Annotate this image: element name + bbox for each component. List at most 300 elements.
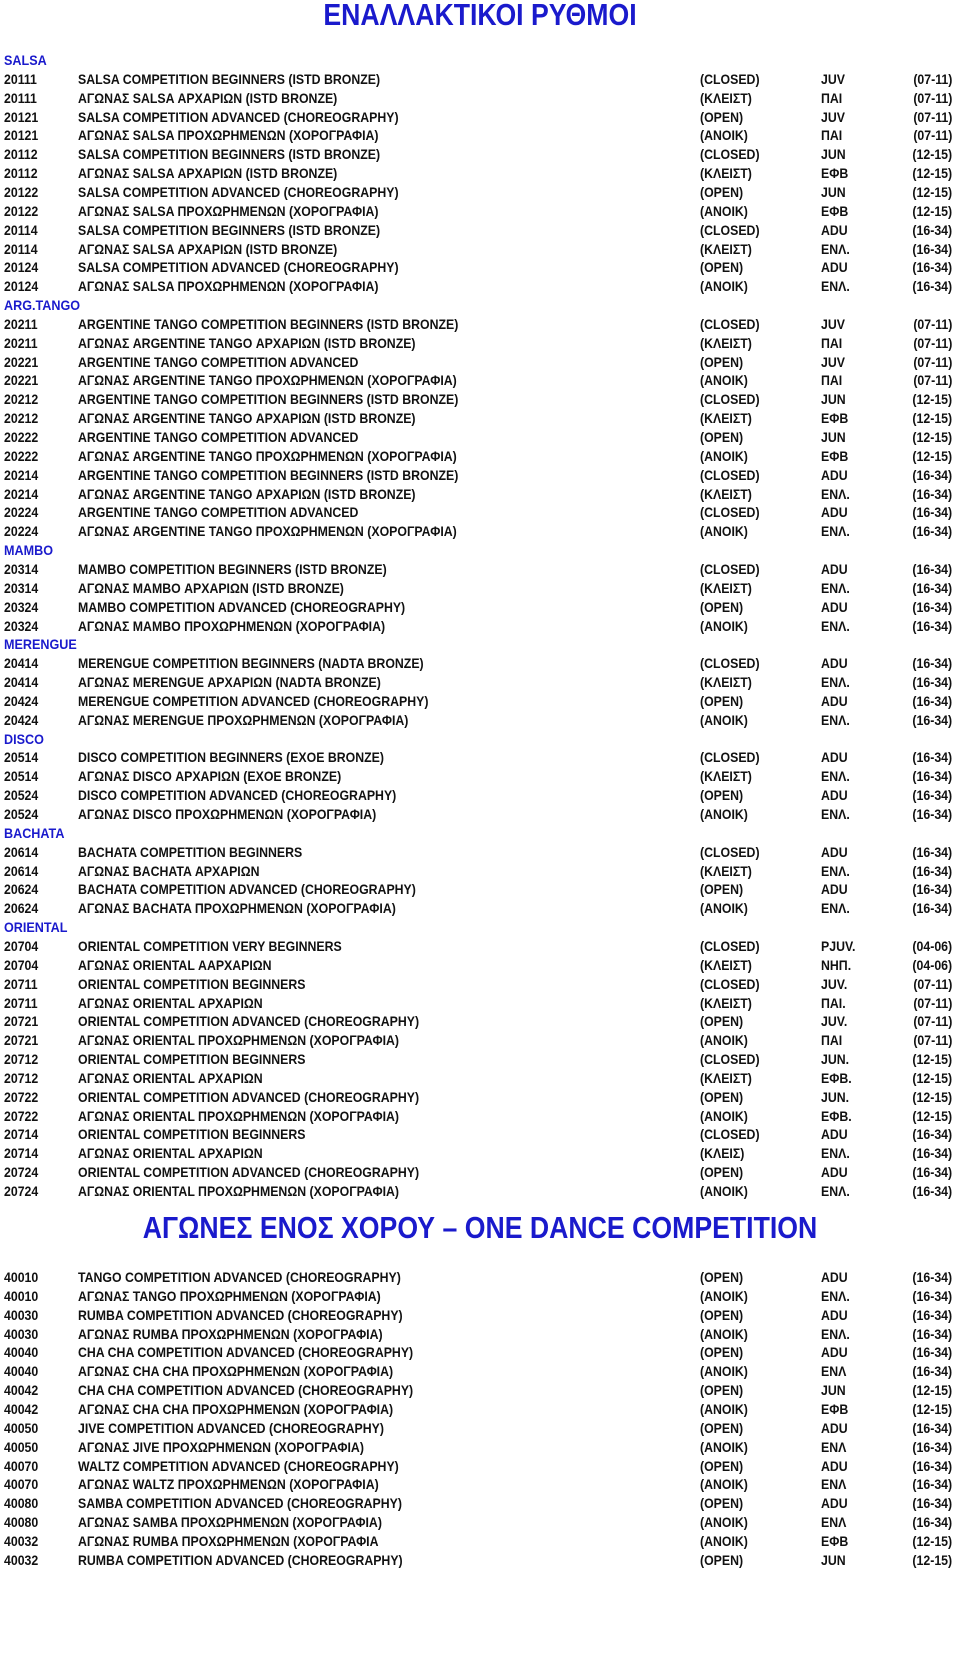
event-code: 20414 <box>4 674 39 691</box>
table-row <box>0 126 960 146</box>
age-range: (07-11) <box>912 994 952 1011</box>
entry-type: (ΚΛΕΙΣΤ) <box>700 579 752 596</box>
age-range: (16-34) <box>912 768 952 785</box>
entry-type: (CLOSED) <box>700 843 760 860</box>
event-description: ORIENTAL COMPETITION BEGINNERS <box>78 1126 306 1143</box>
event-code: 20722 <box>4 1088 39 1105</box>
event-code: 40030 <box>4 1306 39 1323</box>
entry-type: (ΑΝΟΙΚ) <box>700 1183 748 1199</box>
age-range: (12-15) <box>912 1532 952 1549</box>
event-code: 20722 <box>4 1107 39 1124</box>
age-range: (07-11) <box>912 975 952 992</box>
event-description: SALSA COMPETITION ADVANCED (CHOREOGRAPHY) <box>78 108 399 125</box>
entry-type: (OPEN) <box>700 1551 744 1568</box>
age-category: ADU <box>821 221 848 238</box>
event-description: SALSA COMPETITION ADVANCED (CHOREOGRAPHY) <box>78 259 399 276</box>
age-range: (12-15) <box>912 1088 952 1105</box>
age-category: ΕΝΛ. <box>821 1325 850 1342</box>
age-category: JUN <box>821 429 846 445</box>
age-category: ΕΝΛ <box>821 1363 847 1380</box>
event-code: 20704 <box>4 956 39 973</box>
event-description: CHA CHA COMPETITION ADVANCED (CHOREOGRAPHY) <box>78 1382 414 1399</box>
age-range: (04-06) <box>912 937 952 954</box>
entry-type: (ΑΝΟΙΚ) <box>700 806 748 822</box>
entry-type: (ΚΛΕΙΣΤ) <box>700 994 752 1011</box>
entry-type: (OPEN) <box>700 881 744 898</box>
event-description: ΑΓΩΝΑΣ ARGENTINE TANGO ΑΡΧΑΡΙΩΝ (ISTD BRONZE) <box>78 485 416 502</box>
event-code: 20624 <box>4 881 39 898</box>
age-category: JUN <box>821 146 846 163</box>
event-code: 40070 <box>4 1457 39 1474</box>
table-row <box>0 692 960 712</box>
age-category: JUN <box>821 1551 846 1568</box>
age-range: (16-34) <box>912 1183 952 1199</box>
age-category: ΕΦΒ <box>821 1400 849 1417</box>
event-code: 20514 <box>4 768 39 785</box>
event-code: 20222 <box>4 429 39 445</box>
event-description: ΑΓΩΝΑΣ MERENGUE ΑΡΧΑΡΙΩΝ (NADTA BRONZE) <box>78 674 381 691</box>
table-row <box>0 1125 960 1145</box>
event-description: SALSA COMPETITION ADVANCED (CHOREOGRAPHY) <box>78 183 399 200</box>
event-code: 20324 <box>4 617 39 634</box>
age-category: ΕΝΛ. <box>821 806 850 822</box>
age-range: (07-11) <box>912 89 952 106</box>
table-row <box>0 654 960 674</box>
event-code: 20524 <box>4 806 39 822</box>
event-description: ΑΓΩΝΑΣ SALSA ΠΡΟΧΩΡΗΜΕΝΩΝ (ΧΟΡΟΓΡΑΦΙΑ) <box>78 278 379 295</box>
event-code: 20211 <box>4 334 38 351</box>
age-category: ADU <box>821 1344 848 1361</box>
event-description: ΑΓΩΝΑΣ RUMBA ΠΡΟΧΩΡΗΜΕΝΩΝ (ΧΟΡΟΓΡΑΦΙΑ <box>78 1532 379 1549</box>
table-row <box>0 899 960 919</box>
table-row <box>0 334 960 354</box>
event-code: 20221 <box>4 353 39 370</box>
event-description: ΑΓΩΝΑΣ DISCO ΠΡΟΧΩΡΗΜΕΝΩΝ (ΧΟΡΟΓΡΑΦΙΑ) <box>78 806 377 822</box>
table-row <box>0 89 960 109</box>
age-range: (16-34) <box>912 1495 952 1512</box>
entry-type: (CLOSED) <box>700 560 760 577</box>
entry-type: (CLOSED) <box>700 1126 760 1143</box>
age-category: ΝΗΠ. <box>821 956 852 973</box>
event-description: ORIENTAL COMPETITION BEGINNERS <box>78 1051 306 1068</box>
entry-type: (OPEN) <box>700 1457 744 1474</box>
age-range: (16-34) <box>912 1419 952 1436</box>
entry-type: (ΑΝΟΙΚ) <box>700 1476 748 1493</box>
age-category: JUV. <box>821 975 848 992</box>
event-description: ΑΓΩΝΑΣ CHA CHA ΠΡΟΧΩΡΗΜΕΝΩΝ (ΧΟΡΟΓΡΑΦΙΑ) <box>78 1363 394 1380</box>
event-code: 20514 <box>4 749 39 766</box>
age-category: ΠΑΙ <box>821 334 843 351</box>
event-code: 20424 <box>4 692 39 709</box>
event-code: 20111 <box>4 89 37 106</box>
dance-group-heading: MAMBO <box>4 542 53 559</box>
age-category: ΕΝΛ. <box>821 768 850 785</box>
table-row <box>0 1494 960 1514</box>
age-category: ΕΝΛ. <box>821 485 850 502</box>
event-description: ΑΓΩΝΑΣ SALSA ΠΡΟΧΩΡΗΜΕΝΩΝ (ΧΟΡΟΓΡΑΦΙΑ) <box>78 127 379 144</box>
age-category: ΕΦΒ <box>821 447 849 464</box>
age-category: ADU <box>821 749 848 766</box>
age-range: (16-34) <box>912 787 952 804</box>
age-range: (16-34) <box>912 881 952 898</box>
event-description: ARGENTINE TANGO COMPETITION ADVANCED <box>78 504 359 521</box>
age-range: (07-11) <box>912 372 952 389</box>
age-range: (07-11) <box>912 127 952 144</box>
event-code: 20122 <box>4 183 39 200</box>
age-range: (07-11) <box>912 353 952 370</box>
table-row <box>0 1513 960 1533</box>
table-row <box>0 1343 960 1363</box>
entry-type: (CLOSED) <box>700 315 760 332</box>
table-row <box>0 390 960 410</box>
table-row <box>0 145 960 165</box>
age-category: ΕΦΒ <box>821 1532 849 1549</box>
event-code: 40050 <box>4 1419 39 1436</box>
event-code: 20614 <box>4 862 39 879</box>
event-code: 20114 <box>4 240 38 257</box>
event-code: 20112 <box>4 146 38 163</box>
event-description: DISCO COMPETITION ADVANCED (CHOREOGRAPHY) <box>78 787 397 804</box>
age-range: (16-34) <box>912 843 952 860</box>
age-range: (16-34) <box>912 749 952 766</box>
age-category: ΠΑΙ <box>821 89 843 106</box>
event-description: ΑΓΩΝΑΣ SALSA ΑΡΧΑΡΙΩΝ (ISTD BRONZE) <box>78 165 338 182</box>
event-code: 20324 <box>4 598 39 615</box>
age-range: (16-34) <box>912 240 952 257</box>
entry-type: (ΑΝΟΙΚ) <box>700 523 748 540</box>
age-category: ΕΝΛ. <box>821 1287 850 1304</box>
entry-type: (ΚΛΕΙΣΤ) <box>700 240 752 257</box>
dance-group-heading: ARG.TANGO <box>4 297 81 314</box>
event-code: 20112 <box>4 165 38 182</box>
entry-type: (CLOSED) <box>700 70 760 87</box>
age-range: (07-11) <box>912 108 952 125</box>
event-description: CHA CHA COMPETITION ADVANCED (CHOREOGRAPHY) <box>78 1344 414 1361</box>
event-description: ΑΓΩΝΑΣ ORIENTAL ΑΑΡΧΑΡΙΩΝ <box>78 956 272 973</box>
event-description: ΑΓΩΝΑΣ ARGENTINE TANGO ΑΡΧΑΡΙΩΝ (ISTD BRONZE) <box>78 410 416 427</box>
entry-type: (ΑΝΟΙΚ) <box>700 127 748 144</box>
age-category: ΕΝΛ. <box>821 579 850 596</box>
event-code: 20314 <box>4 579 39 596</box>
age-range: (07-11) <box>912 1032 952 1049</box>
age-category: ΠΑΙ. <box>821 994 846 1011</box>
section-title: ΕΝΑΛΛΑΚΤΙΚΟΙ ΡΥΘΜΟΙ <box>323 0 637 32</box>
event-code: 40080 <box>4 1495 39 1512</box>
event-description: ΑΓΩΝΑΣ ORIENTAL ΑΡΧΑΡΙΩΝ <box>78 994 263 1011</box>
table-row <box>0 1551 960 1571</box>
table-row <box>0 258 960 278</box>
table-row <box>0 183 960 203</box>
table-row <box>0 956 960 976</box>
entry-type: (ΑΝΟΙΚ) <box>700 1363 748 1380</box>
event-description: ΑΓΩΝΑΣ ORIENTAL ΑΡΧΑΡΙΩΝ <box>78 1069 263 1086</box>
age-range: (12-15) <box>912 410 952 427</box>
event-code: 20712 <box>4 1069 39 1086</box>
age-range: (12-15) <box>912 202 952 219</box>
age-range: (07-11) <box>912 70 952 87</box>
event-code: 20724 <box>4 1164 39 1181</box>
event-description: JIVE COMPETITION ADVANCED (CHOREOGRAPHY) <box>78 1419 384 1436</box>
entry-type: (ΚΛΕΙΣΤ) <box>700 334 752 351</box>
event-description: DISCO COMPETITION BEGINNERS (EXOE BRONZE) <box>78 749 384 766</box>
entry-type: (CLOSED) <box>700 975 760 992</box>
age-range: (12-15) <box>912 447 952 464</box>
entry-type: (ΑΝΟΙΚ) <box>700 1032 748 1049</box>
age-range: (12-15) <box>912 146 952 163</box>
event-description: SALSA COMPETITION BEGINNERS (ISTD BRONZE) <box>78 221 381 238</box>
entry-type: (ΚΛΕΙΣΤ) <box>700 768 752 785</box>
table-row <box>0 315 960 335</box>
event-description: ΑΓΩΝΑΣ TANGO ΠΡΟΧΩΡΗΜΕΝΩΝ (ΧΟΡΟΓΡΑΦΙΑ) <box>78 1287 381 1304</box>
age-range: (16-34) <box>912 598 952 615</box>
age-category: ADU <box>821 466 848 483</box>
event-description: BACHATA COMPETITION ADVANCED (CHOREOGRAPHY) <box>78 881 416 898</box>
event-code: 20124 <box>4 278 39 295</box>
age-range: (16-34) <box>912 1457 952 1474</box>
event-code: 40042 <box>4 1382 39 1399</box>
section-title: ΑΓΩΝΕΣ ΕΝΟΣ ΧΟΡΟΥ – ONE DANCE COMPETITION <box>142 1210 818 1245</box>
event-description: MERENGUE COMPETITION BEGINNERS (NADTA BRONZE) <box>78 655 424 672</box>
age-category: ADU <box>821 1164 848 1181</box>
table-row <box>0 975 960 995</box>
age-category: JUN. <box>821 1088 850 1105</box>
event-description: TANGO COMPETITION ADVANCED (CHOREOGRAPHY) <box>78 1269 401 1285</box>
entry-type: (ΑΝΟΙΚ) <box>700 711 748 728</box>
event-description: ΑΓΩΝΑΣ WALTZ ΠΡΟΧΩΡΗΜΕΝΩΝ (ΧΟΡΟΓΡΑΦΙΑ) <box>78 1476 379 1493</box>
table-row <box>0 466 960 486</box>
event-code: 20121 <box>4 108 39 125</box>
event-code: 20224 <box>4 523 39 540</box>
age-category: ΠΑΙ <box>821 1032 843 1049</box>
age-category: ΕΝΛ <box>821 1438 847 1455</box>
table-row <box>0 1012 960 1032</box>
age-range: (16-34) <box>912 278 952 295</box>
table-row <box>0 371 960 391</box>
event-description: ORIENTAL COMPETITION BEGINNERS <box>78 975 306 992</box>
event-code: 20212 <box>4 410 39 427</box>
entry-type: (OPEN) <box>700 259 744 276</box>
table-row <box>0 1438 960 1458</box>
age-category: ΕΝΛ <box>821 1514 847 1531</box>
table-row <box>0 560 960 580</box>
age-category: PJUV. <box>821 937 856 954</box>
event-code: 20724 <box>4 1183 39 1199</box>
entry-type: (OPEN) <box>700 1164 744 1181</box>
event-code: 20624 <box>4 900 39 917</box>
entry-type: (OPEN) <box>700 1495 744 1512</box>
table-row <box>0 598 960 618</box>
entry-type: (CLOSED) <box>700 466 760 483</box>
event-description: ΑΓΩΝΑΣ RUMBA ΠΡΟΧΩΡΗΜΕΝΩΝ (ΧΟΡΟΓΡΑΦΙΑ) <box>78 1325 383 1342</box>
event-description: ΑΓΩΝΑΣ MAMBO ΠΡΟΧΩΡΗΜΕΝΩΝ (ΧΟΡΟΓΡΑΦΙΑ) <box>78 617 386 634</box>
event-code: 20712 <box>4 1051 39 1068</box>
age-range: (12-15) <box>912 183 952 200</box>
age-range: (16-34) <box>912 1363 952 1380</box>
event-code: 40040 <box>4 1344 39 1361</box>
event-code: 20721 <box>4 1013 39 1030</box>
event-description: ΑΓΩΝΑΣ SALSA ΠΡΟΧΩΡΗΜΕΝΩΝ (ΧΟΡΟΓΡΑΦΙΑ) <box>78 202 379 219</box>
age-category: ADU <box>821 787 848 804</box>
age-category: ADU <box>821 1457 848 1474</box>
table-row <box>0 503 960 523</box>
event-description: SALSA COMPETITION BEGINNERS (ISTD BRONZE) <box>78 70 381 87</box>
age-range: (16-34) <box>912 1514 952 1531</box>
event-description: ORIENTAL COMPETITION ADVANCED (CHOREOGRAPHY) <box>78 1164 420 1181</box>
table-row <box>0 447 960 467</box>
age-range: (07-11) <box>912 315 952 332</box>
entry-type: (OPEN) <box>700 108 744 125</box>
event-code: 40070 <box>4 1476 39 1493</box>
event-description: ΑΓΩΝΑΣ ARGENTINE TANGO ΠΡΟΧΩΡΗΜΕΝΩΝ (ΧΟΡΟΓΡΑΦΙΑ) <box>78 447 457 464</box>
table-row <box>0 617 960 637</box>
age-category: ADU <box>821 843 848 860</box>
table-row <box>0 748 960 768</box>
entry-type: (ΑΝΟΙΚ) <box>700 1325 748 1342</box>
event-description: ARGENTINE TANGO COMPETITION BEGINNERS (ISTD BRONZE) <box>78 315 459 332</box>
age-range: (12-15) <box>912 165 952 182</box>
entry-type: (OPEN) <box>700 353 744 370</box>
event-code: 20714 <box>4 1126 39 1143</box>
entry-type: (ΑΝΟΙΚ) <box>700 900 748 917</box>
age-range: (04-06) <box>912 956 952 973</box>
age-category: ADU <box>821 1126 848 1143</box>
event-description: WALTZ COMPETITION ADVANCED (CHOREOGRAPHY) <box>78 1457 399 1474</box>
age-range: (12-15) <box>912 1107 952 1124</box>
entry-type: (OPEN) <box>700 598 744 615</box>
event-description: ΑΓΩΝΑΣ DISCO ΑΡΧΑΡΙΩΝ (EXOE BRONZE) <box>78 768 342 785</box>
age-category: ΕΝΛ. <box>821 1183 850 1199</box>
age-category: ΕΦΒ <box>821 165 849 182</box>
table-row <box>0 1306 960 1326</box>
age-category: ADU <box>821 692 848 709</box>
dance-group-heading: MERENGUE <box>4 636 77 653</box>
event-description: ΑΓΩΝΑΣ MAMBO ΑΡΧΑΡΙΩΝ (ISTD BRONZE) <box>78 579 344 596</box>
table-row <box>0 108 960 128</box>
entry-type: (OPEN) <box>700 1013 744 1030</box>
entry-type: (ΑΝΟΙΚ) <box>700 617 748 634</box>
entry-type: (ΚΛΕΙΣ) <box>700 1145 745 1162</box>
table-row <box>0 880 960 900</box>
event-code: 40010 <box>4 1269 39 1285</box>
entry-type: (CLOSED) <box>700 1051 760 1068</box>
event-description: MAMBO COMPETITION ADVANCED (CHOREOGRAPHY) <box>78 598 406 615</box>
event-description: MERENGUE COMPETITION ADVANCED (CHOREOGRAPHY) <box>78 692 429 709</box>
event-code: 40030 <box>4 1325 39 1342</box>
table-row <box>0 1144 960 1164</box>
event-code: 20711 <box>4 994 38 1011</box>
age-category: ΕΝΛ <box>821 1476 847 1493</box>
age-category: ΕΝΛ. <box>821 674 850 691</box>
event-description: ΑΓΩΝΑΣ BACHATA ΑΡΧΑΡΙΩΝ <box>78 862 260 879</box>
event-description: ΑΓΩΝΑΣ ARGENTINE TANGO ΑΡΧΑΡΙΩΝ (ISTD BRONZE) <box>78 334 416 351</box>
event-description: ΑΓΩΝΑΣ ORIENTAL ΠΡΟΧΩΡΗΜΕΝΩΝ (ΧΟΡΟΓΡΑΦΙΑ) <box>78 1032 400 1049</box>
entry-type: (ΑΝΟΙΚ) <box>700 1400 748 1417</box>
event-code: 20114 <box>4 221 38 238</box>
age-category: ΕΝΛ. <box>821 523 850 540</box>
age-category: ΕΝΛ. <box>821 711 850 728</box>
entry-type: (CLOSED) <box>700 749 760 766</box>
age-category: ADU <box>821 655 848 672</box>
age-category: JUV <box>821 315 845 332</box>
age-range: (16-34) <box>912 560 952 577</box>
age-range: (16-34) <box>912 806 952 822</box>
table-row <box>0 1381 960 1401</box>
table-row <box>0 70 960 90</box>
event-code: 20124 <box>4 259 39 276</box>
age-category: ADU <box>821 560 848 577</box>
event-description: MAMBO COMPETITION BEGINNERS (ISTD BRONZE) <box>78 560 387 577</box>
event-code: 20214 <box>4 485 39 502</box>
table-row <box>0 711 960 731</box>
entry-type: (ΚΛΕΙΣΤ) <box>700 674 752 691</box>
table-row <box>0 1532 960 1552</box>
entry-type: (OPEN) <box>700 1269 744 1285</box>
event-description: ORIENTAL COMPETITION VERY BEGINNERS <box>78 937 342 954</box>
table-row <box>0 1400 960 1420</box>
dance-group-heading: ORIENTAL <box>4 919 68 936</box>
table-row <box>0 202 960 222</box>
age-range: (16-34) <box>912 674 952 691</box>
table-row <box>0 522 960 542</box>
event-code: 40042 <box>4 1400 39 1417</box>
entry-type: (ΚΛΕΙΣΤ) <box>700 485 752 502</box>
table-row <box>0 994 960 1014</box>
event-description: ΑΓΩΝΑΣ ORIENTAL ΠΡΟΧΩΡΗΜΕΝΩΝ (ΧΟΡΟΓΡΑΦΙΑ) <box>78 1183 400 1199</box>
table-row <box>0 353 960 373</box>
entry-type: (ΑΝΟΙΚ) <box>700 202 748 219</box>
entry-type: (OPEN) <box>700 1306 744 1323</box>
age-category: JUN <box>821 391 846 408</box>
age-range: (16-34) <box>912 862 952 879</box>
age-range: (12-15) <box>912 391 952 408</box>
age-range: (07-11) <box>912 1013 952 1030</box>
age-category: ΕΝΛ. <box>821 240 850 257</box>
age-range: (16-34) <box>912 1476 952 1493</box>
entry-type: (ΑΝΟΙΚ) <box>700 1287 748 1304</box>
age-category: ΕΦΒ. <box>821 1107 852 1124</box>
event-description: ARGENTINE TANGO COMPETITION BEGINNERS (ISTD BRONZE) <box>78 466 459 483</box>
event-code: 20221 <box>4 372 39 389</box>
entry-type: (ΚΛΕΙΣΤ) <box>700 956 752 973</box>
age-range: (16-34) <box>912 504 952 521</box>
age-category: ADU <box>821 1306 848 1323</box>
event-code: 40032 <box>4 1532 39 1549</box>
event-code: 20222 <box>4 447 39 464</box>
entry-type: (CLOSED) <box>700 504 760 521</box>
entry-type: (OPEN) <box>700 183 744 200</box>
age-category: ΕΦΒ <box>821 410 849 427</box>
entry-type: (CLOSED) <box>700 391 760 408</box>
age-range: (16-34) <box>912 711 952 728</box>
age-category: ADU <box>821 598 848 615</box>
table-row <box>0 1182 960 1202</box>
event-description: RUMBA COMPETITION ADVANCED (CHOREOGRAPHY) <box>78 1551 403 1568</box>
age-category: ΕΝΛ. <box>821 1145 850 1162</box>
table-row <box>0 862 960 882</box>
age-category: ΕΦΒ <box>821 202 849 219</box>
age-range: (12-15) <box>912 1382 952 1399</box>
event-code: 20214 <box>4 466 39 483</box>
table-row <box>0 1163 960 1183</box>
age-category: ADU <box>821 1419 848 1436</box>
entry-type: (OPEN) <box>700 787 744 804</box>
table-row <box>0 409 960 429</box>
age-category: ADU <box>821 504 848 521</box>
event-description: ARGENTINE TANGO COMPETITION BEGINNERS (ISTD BRONZE) <box>78 391 459 408</box>
event-code: 20211 <box>4 315 38 332</box>
table-row <box>0 277 960 297</box>
entry-type: (OPEN) <box>700 1088 744 1105</box>
